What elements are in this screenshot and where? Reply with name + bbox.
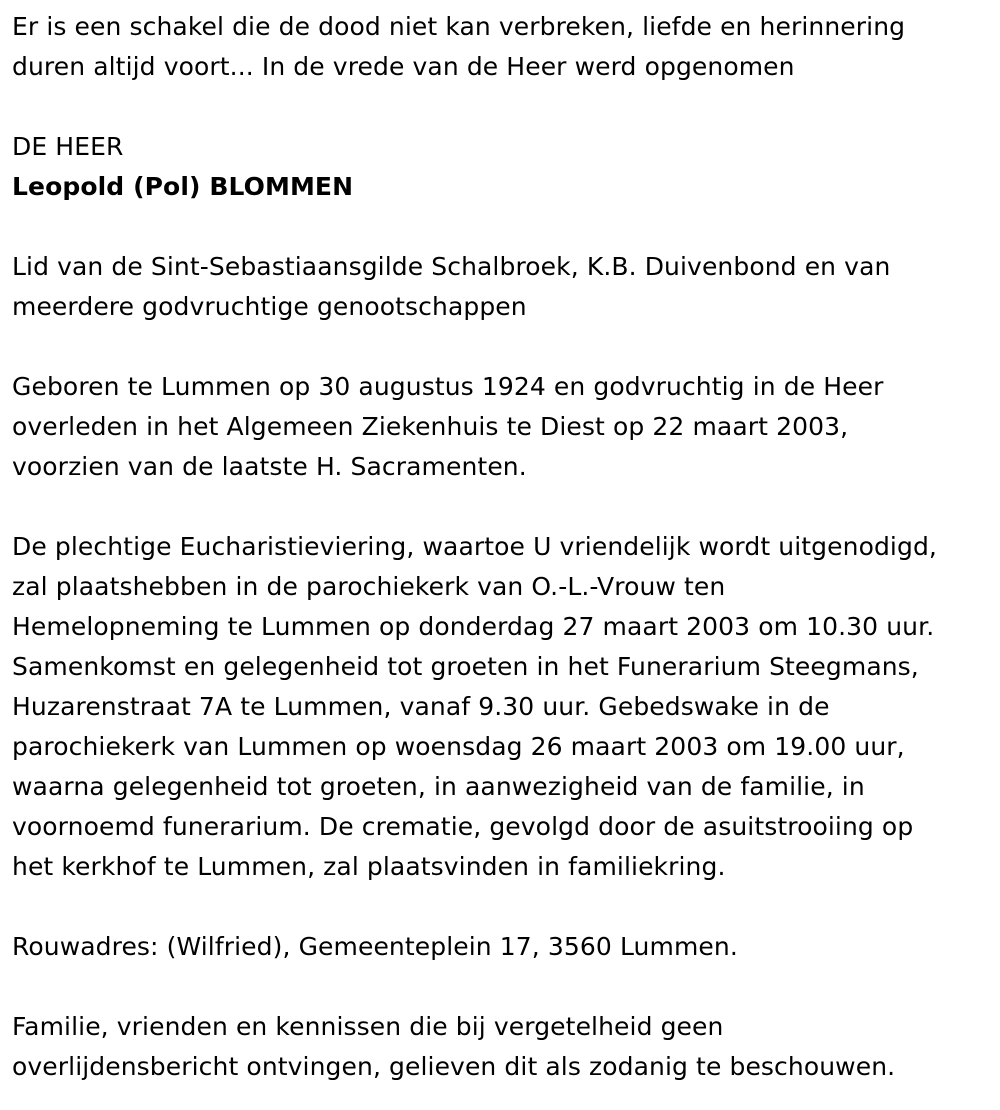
ceremony-line: Huzarenstraat 7A te Lummen, vanaf 9.30 uur. Gebedswake in de	[12, 692, 830, 721]
spacer	[12, 207, 1000, 247]
closing-line: Familie, vrienden en kennissen die bij vergetelheid geen	[12, 1012, 724, 1041]
spacer	[12, 967, 1000, 1007]
ceremony-line: waarna gelegenheid tot groeten, in aanwezigheid van de familie, in	[12, 772, 865, 801]
mourning-address: Rouwadres: (Wilfried), Gemeenteplein 17, 3560 Lummen.	[12, 932, 738, 961]
salutation: DE HEER	[12, 132, 124, 161]
intro-line: Er is een schakel die de dood niet kan verbreken, liefde en herinnering	[12, 12, 906, 41]
deceased-name: Leopold (Pol) BLOMMEN	[12, 172, 354, 201]
membership-line: Lid van de Sint-Sebastiaansgilde Schalbroek, K.B. Duivenbond en van	[12, 252, 891, 281]
membership-line: meerdere godvruchtige genootschappen	[12, 292, 527, 321]
ceremony-line: zal plaatshebben in de parochiekerk van O.-L.-Vrouw ten	[12, 572, 726, 601]
intro-paragraph	[12, 7, 1000, 87]
ceremony-line: De plechtige Eucharistieviering, waartoe U vriendelijk wordt uitgenodigd,	[12, 532, 937, 561]
spacer	[12, 887, 1000, 927]
birth-death-line: voorzien van de laatste H. Sacramenten.	[12, 452, 527, 481]
ceremony-line: Samenkomst en gelegenheid tot groeten in het Funerarium Steegmans,	[12, 652, 919, 681]
birth-death-paragraph	[12, 367, 1000, 487]
intro-line: duren altijd voort... In de vrede van de Heer werd opgenomen	[12, 52, 795, 81]
ceremony-line: parochiekerk van Lummen op woensdag 26 maart 2003 om 19.00 uur,	[12, 732, 905, 761]
ceremony-line: het kerkhof te Lummen, zal plaatsvinden in familiekring.	[12, 852, 726, 881]
closing-paragraph	[12, 1007, 1000, 1087]
closing-line: overlijdensbericht ontvingen, gelieven dit als zodanig te beschouwen.	[12, 1052, 896, 1081]
birth-death-line: overleden in het Algemeen Ziekenhuis te Diest op 22 maart 2003,	[12, 412, 849, 441]
ceremony-line: voornoemd funerarium. De crematie, gevolgd door de asuitstrooiing op	[12, 812, 914, 841]
ceremony-paragraph	[12, 527, 1000, 887]
spacer	[12, 487, 1000, 527]
birth-death-line: Geboren te Lummen op 30 augustus 1924 en godvruchtig in de Heer	[12, 372, 884, 401]
spacer	[12, 87, 1000, 127]
spacer	[12, 327, 1000, 367]
membership-paragraph	[12, 247, 1000, 327]
ceremony-line: Hemelopneming te Lummen op donderdag 27 maart 2003 om 10.30 uur.	[12, 612, 935, 641]
